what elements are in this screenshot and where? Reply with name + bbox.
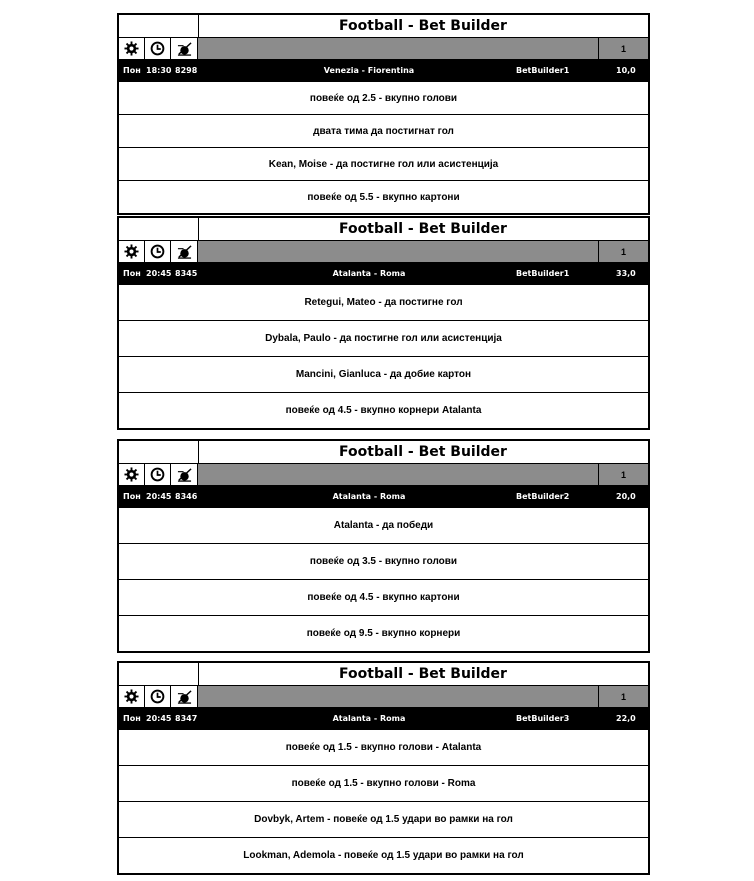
selection-row: повеќе од 9.5 - вкупно корнери — [119, 615, 648, 651]
clock-icon — [145, 464, 171, 485]
clock-icon — [145, 38, 171, 59]
ball-icon — [171, 38, 198, 59]
clock-icon — [145, 241, 171, 262]
odds-value: 33,0 — [616, 269, 636, 278]
ticket-title: Football - Bet Builder — [339, 18, 507, 34]
match-day: Пон — [123, 492, 141, 501]
odds-value: 20,0 — [616, 492, 636, 501]
match-code: 8345 — [175, 269, 198, 278]
match-info-bar — [119, 263, 648, 285]
selection-row: Kean, Moise - да постигне гол или асистенција — [119, 147, 648, 180]
match-day: Пон — [123, 714, 141, 723]
ticket-title: Football - Bet Builder — [339, 444, 507, 460]
selection-row: Atalanta - да победи — [333, 520, 434, 531]
header-spacer — [119, 663, 199, 685]
match-teams: Atalanta - Roma — [332, 492, 406, 501]
match-day: Пон — [123, 66, 141, 75]
match-time: 20:45 — [146, 269, 172, 278]
match-time: 18:30 — [146, 66, 172, 75]
selection-row: повеќе од 3.5 - вкупно голови — [119, 543, 648, 579]
icon-bar — [119, 38, 648, 60]
bet-type: BetBuilder3 — [516, 714, 570, 723]
bet-type: BetBuilder2 — [516, 492, 570, 501]
header-spacer — [119, 15, 199, 37]
gear-icon — [119, 464, 145, 485]
selection-row: Lookman, Ademola - повеќе од 1.5 удари во рамки на гол — [119, 837, 648, 873]
ticket-title: Football - Bet Builder — [339, 221, 507, 237]
selection-list — [119, 508, 648, 651]
ticket-card — [117, 439, 650, 653]
selection-row: двата тима да постигнат гол — [119, 114, 648, 147]
selection-row: повеќе од 2.5 - вкупно голови — [309, 92, 458, 104]
ticket-header — [119, 218, 648, 241]
bet-type: BetBuilder1 — [516, 66, 570, 75]
ticket-card — [117, 13, 650, 215]
ball-icon — [171, 464, 198, 485]
selection-list — [119, 285, 648, 428]
match-day: Пон — [123, 269, 141, 278]
quantity-value: 1 — [598, 38, 648, 59]
selection-list — [119, 82, 648, 213]
selection-row: Dybala, Paulo - да постигне гол или асистенција — [119, 320, 648, 356]
selection-row: повеќе од 5.5 - вкупно картони — [119, 180, 648, 213]
match-teams: Venezia - Fiorentina — [323, 66, 415, 75]
icon-bar — [119, 241, 648, 263]
match-code: 8346 — [175, 492, 198, 501]
ticket-header — [119, 441, 648, 464]
match-info-bar — [119, 60, 648, 82]
bet-type: BetBuilder1 — [516, 269, 570, 278]
quantity-value: 1 — [598, 464, 648, 485]
selection-row: Mancini, Gianluca - да добие картон — [119, 356, 648, 392]
header-spacer — [119, 218, 199, 240]
ball-icon — [171, 241, 198, 262]
gear-icon — [119, 241, 145, 262]
selection-row: повеќе од 4.5 - вкупно картони — [119, 579, 648, 615]
odds-value: 22,0 — [616, 714, 636, 723]
selection-row: повеќе од 4.5 - вкупно корнери Atalanta — [119, 392, 648, 428]
match-info-bar — [119, 486, 648, 508]
selection-row: Dovbyk, Artem - повеќе од 1.5 удари во рамки на гол — [119, 801, 648, 837]
match-teams: Atalanta - Roma — [332, 269, 406, 278]
selection-row: повеќе од 1.5 - вкупно голови - Roma — [119, 765, 648, 801]
ticket-title: Football - Bet Builder — [339, 666, 507, 682]
quantity-value: 1 — [598, 241, 648, 262]
selection-row: повеќе од 1.5 - вкупно голови - Atalanta — [285, 742, 482, 753]
selection-row: Retegui, Mateo - да постигне гол — [304, 297, 463, 308]
quantity-value: 1 — [598, 686, 648, 707]
icon-bar — [119, 464, 648, 486]
gear-icon — [119, 686, 145, 707]
match-info-bar — [119, 708, 648, 730]
header-spacer — [119, 441, 199, 463]
ticket-card — [117, 216, 650, 430]
gear-icon — [119, 38, 145, 59]
match-teams: Atalanta - Roma — [332, 714, 406, 723]
odds-value: 10,0 — [616, 66, 636, 75]
icon-bar — [119, 686, 648, 708]
match-code: 8347 — [175, 714, 198, 723]
ticket-header — [119, 15, 648, 38]
match-code: 8298 — [175, 66, 198, 75]
selection-list — [119, 730, 648, 873]
match-time: 20:45 — [146, 492, 172, 501]
clock-icon — [145, 686, 171, 707]
ticket-header — [119, 663, 648, 686]
ball-icon — [171, 686, 198, 707]
ticket-card — [117, 661, 650, 875]
match-time: 20:45 — [146, 714, 172, 723]
